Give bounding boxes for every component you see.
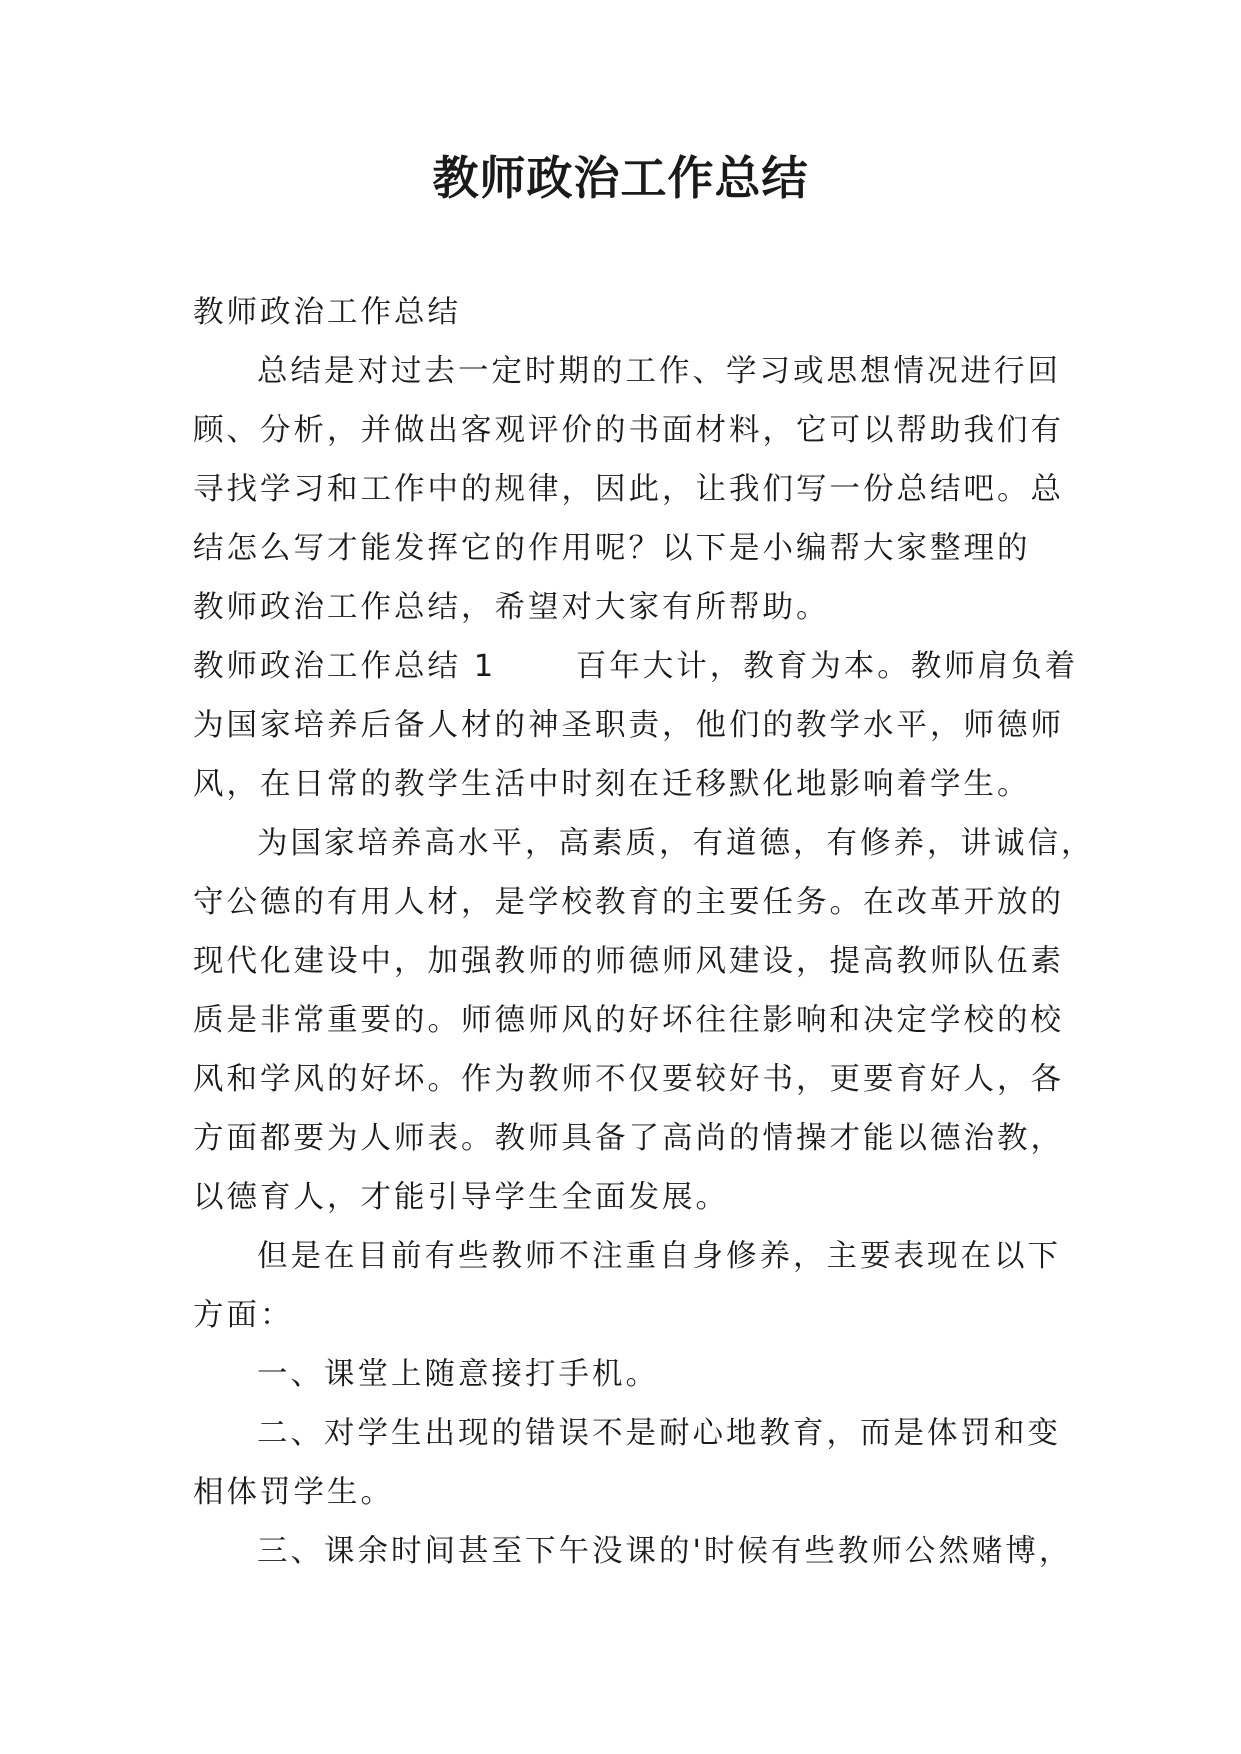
body-line: 总结是对过去一定时期的工作、学习或思想情况进行回 (257, 354, 1061, 389)
body-line: 现代化建设中，加强教师的师德师风建设，提高教师队伍素 (193, 944, 1064, 979)
body-line: 寻找学习和工作中的规律，因此，让我们写一份总结吧。总 (193, 472, 1064, 507)
body-line: 教师政治工作总结 1 百年大计，教育为本。教师肩负着 (193, 649, 1079, 684)
body-line: 但是在目前有些教师不注重自身修养，主要表现在以下 (257, 1239, 1061, 1274)
body-line: 质是非常重要的。师德师风的好坏往往影响和决定学校的校 (193, 1003, 1064, 1038)
body-line: 结怎么写才能发挥它的作用呢？以下是小编帮大家整理的 (193, 531, 1031, 566)
body-line: 教师政治工作总结 (193, 295, 461, 330)
body-line: 风，在日常的教学生活中时刻在迁移默化地影响着学生。 (193, 767, 1031, 802)
body-line: 以德育人，才能引导学生全面发展。 (193, 1180, 729, 1215)
body-line: 相体罚学生。 (193, 1475, 394, 1510)
body-line: 风和学风的好坏。作为教师不仅要较好书，更要育好人，各 (193, 1062, 1064, 1097)
body-line: 方面： (193, 1298, 294, 1333)
body-line: 一、课堂上随意接打手机。 (257, 1357, 659, 1392)
body-line: 三、课余时间甚至下午没课的'时候有些教师公然赌博， (257, 1534, 1073, 1569)
body-line: 顾、分析，并做出客观评价的书面材料，它可以帮助我们有 (193, 413, 1064, 448)
body-line: 二、对学生出现的错误不是耐心地教育，而是体罚和变 (257, 1416, 1061, 1451)
document-title: 教师政治工作总结 (432, 151, 809, 205)
body-line: 教师政治工作总结，希望对大家有所帮助。 (193, 590, 830, 625)
body-line: 守公德的有用人材，是学校教育的主要任务。在改革开放的 (193, 885, 1064, 920)
body-line: 方面都要为人师表。教师具备了高尚的情操才能以德治教， (193, 1121, 1064, 1156)
body-line: 为国家培养高水平，高素质，有道德，有修养，讲诚信， (257, 826, 1095, 861)
body-line: 为国家培养后备人材的神圣职责，他们的教学水平，师德师 (193, 708, 1064, 743)
document-body (193, 283, 1095, 1581)
